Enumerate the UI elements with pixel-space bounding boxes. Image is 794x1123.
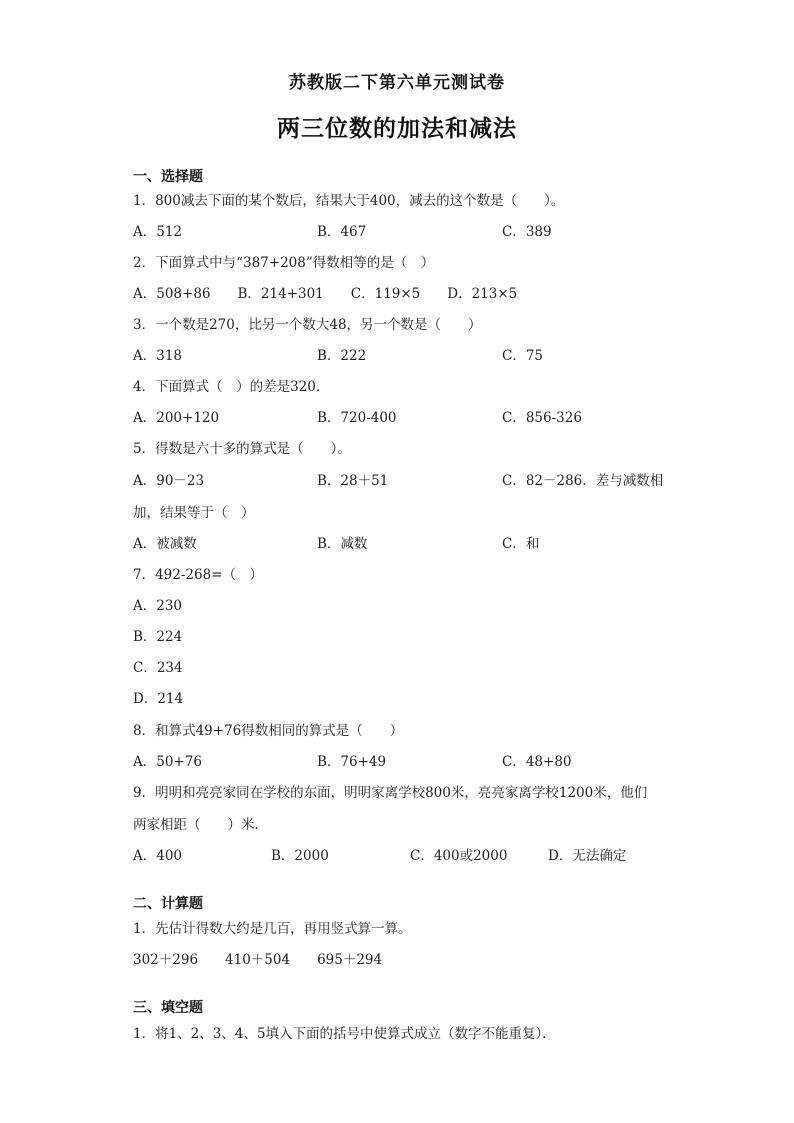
question-9-stem-line-2: 两家相距（ ）米． <box>133 817 268 833</box>
question-9-option-a: A．400 <box>133 848 183 864</box>
section-heading-fill-in: 三、填空题 <box>133 1000 203 1016</box>
question-9-stem-line-1: 9．明明和亮亮家同在学校的东面，明明家离学校800米，亮亮家离学校1200米，他们 <box>133 785 648 801</box>
question-3-option-b: B．222 <box>317 348 367 364</box>
exam-title: 苏教版二下第六单元测试卷 <box>289 73 505 93</box>
question-5-stem: 5．得数是六十多的算式是（ ）。 <box>133 441 351 457</box>
fill-question-1-stem: 1．将1、2、3、4、5填入下面的括号中使算式成立（数字不能重复）． <box>133 1026 556 1042</box>
question-3-option-c: C．75 <box>502 348 544 364</box>
question-7-stem: 7．492-268=（ ） <box>133 567 263 583</box>
question-2-stem: 2．下面算式中与“387+208”得数相等的是（ ） <box>133 255 435 271</box>
question-8-option-c: C．48+80 <box>502 754 572 770</box>
question-5-option-b: B．28＋51 <box>317 473 389 489</box>
question-8-stem: 8．和算式49+76得数相同的算式是（ ） <box>133 723 404 739</box>
question-3-option-a: A．318 <box>133 348 183 364</box>
question-7-option-a: A．230 <box>133 598 183 614</box>
question-7-option-b: B．224 <box>133 629 183 645</box>
question-6-stem: 加，结果等于（ ） <box>133 505 255 521</box>
question-5-option-a: A．90－23 <box>133 473 205 489</box>
question-9-option-b: B．2000 <box>271 848 329 864</box>
question-1-option-b: B．467 <box>317 224 367 240</box>
question-8-option-b: B．76+49 <box>317 754 387 770</box>
question-6-option-b: B．减数 <box>317 536 368 552</box>
section-heading-choice: 一、选择题 <box>133 169 203 185</box>
question-4-option-a: A．200+120 <box>133 410 220 426</box>
question-8-option-a: A．50+76 <box>133 754 202 770</box>
exam-subtitle: 两三位数的加法和减法 <box>277 116 517 142</box>
question-6-option-a: A．被减数 <box>133 536 197 552</box>
question-4-option-c: C．856-326 <box>502 410 582 426</box>
question-1-stem: 1．800减去下面的某个数后，结果大于400，减去的这个数是（ ）。 <box>133 193 565 209</box>
calc-question-1-stem: 1．先估计得数大约是几百，再用竖式算一算。 <box>133 921 412 937</box>
question-6-option-c: C．和 <box>502 536 540 552</box>
question-9-option-d: D．无法确定 <box>548 848 627 864</box>
question-1-option-c: C．389 <box>502 224 552 240</box>
question-2-options: A．508+86 B．214+301 C．119×5 D．213×5 <box>133 286 518 302</box>
question-7-option-c: C．234 <box>133 660 183 676</box>
question-5-option-c: C．82－286．差与减数相 <box>502 473 664 489</box>
section-heading-calculation: 二、计算题 <box>133 896 203 912</box>
question-9-option-c: C．400或2000 <box>410 848 508 864</box>
question-3-stem: 3．一个数是270，比另一个数大48，另一个数是（ ） <box>133 317 482 333</box>
question-1-option-a: A．512 <box>133 224 183 240</box>
question-4-option-b: B．720-400 <box>317 410 397 426</box>
question-7-option-d: D．214 <box>133 691 184 707</box>
question-4-stem: 4．下面算式（ ）的差是320． <box>133 379 330 395</box>
calc-question-1-expressions: 302＋296 410＋504 695＋294 <box>133 952 383 968</box>
